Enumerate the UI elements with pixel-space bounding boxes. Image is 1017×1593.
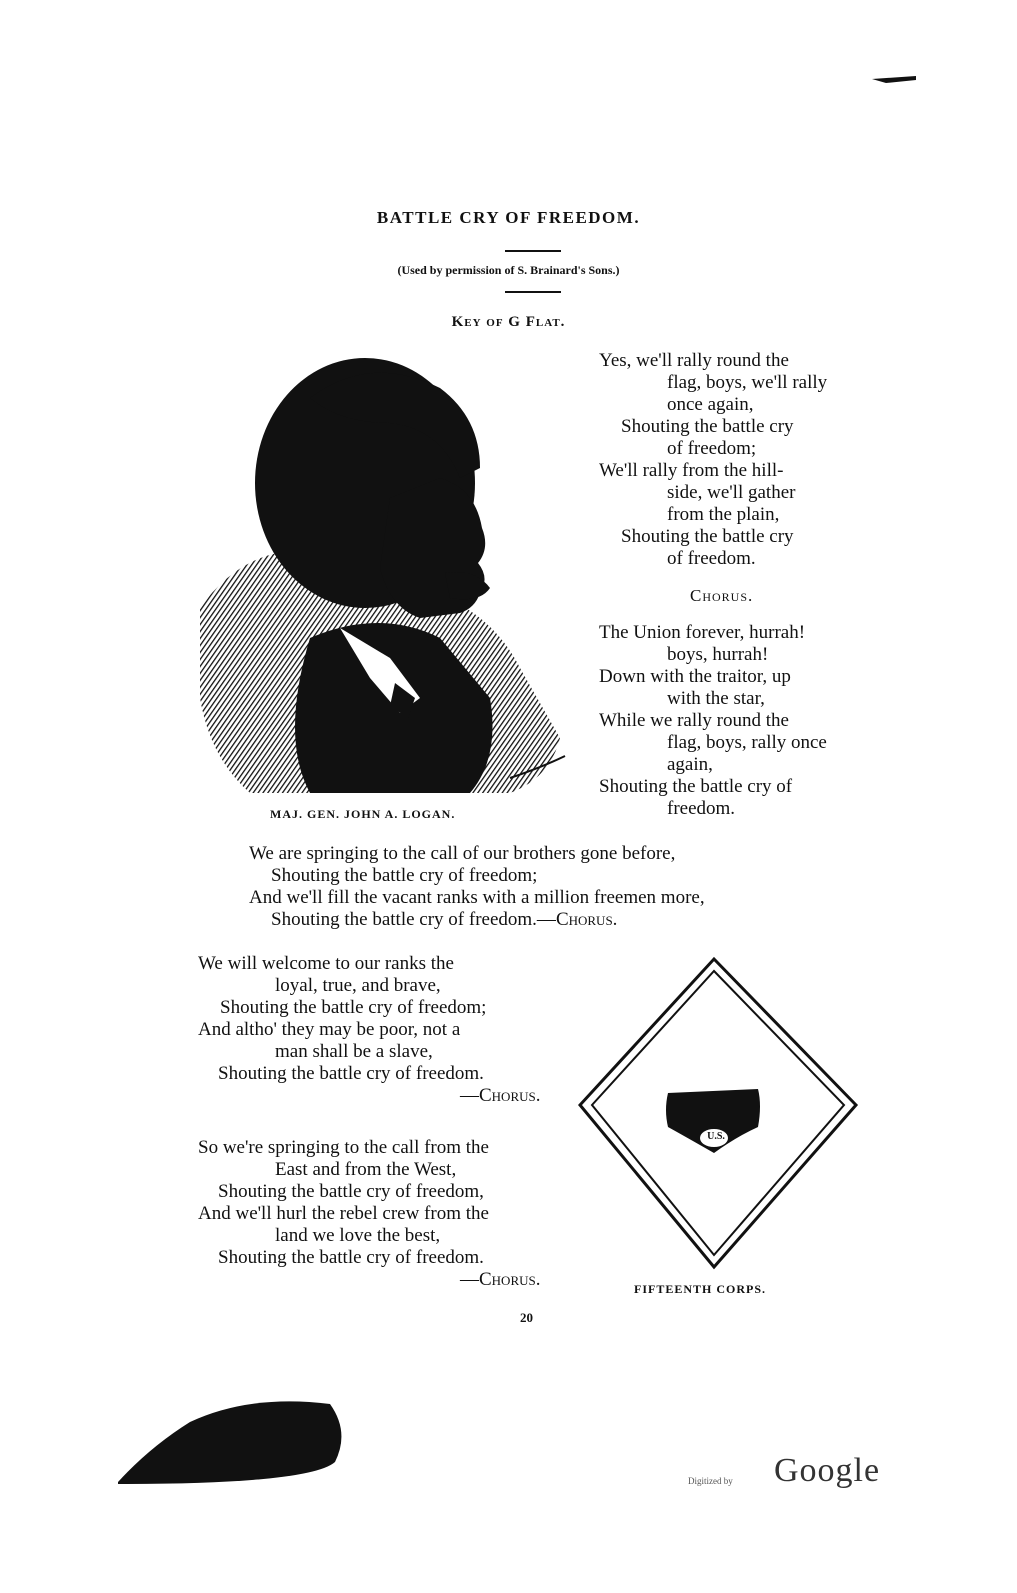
chorus-reference: —Chorus. xyxy=(460,1269,541,1290)
verse-line: flag, boys, we'll rally xyxy=(667,372,828,393)
chorus-reference: Chorus. xyxy=(555,909,618,930)
key-signature: Key of G Flat. xyxy=(451,314,566,330)
verse-line: We'll rally from the hill- xyxy=(599,460,784,481)
verse-line: East and from the West, xyxy=(275,1159,457,1180)
verse-line: And we'll fill the vacant ranks with a million freemen more, xyxy=(249,887,705,908)
verse-line: We will welcome to our ranks the xyxy=(198,953,454,974)
verse-line: again, xyxy=(667,754,713,775)
verse-line: Shouting the battle cry xyxy=(621,526,794,547)
verse-line: boys, hurrah! xyxy=(667,644,769,665)
verse-line: We are springing to the call of our brothers gone before, xyxy=(249,843,676,864)
watermark-prefix: Digitized by xyxy=(688,1476,733,1486)
verse-line: man shall be a slave, xyxy=(275,1041,433,1062)
verse-line: Yes, we'll rally round the xyxy=(599,350,789,371)
verse-line: of freedom; xyxy=(667,438,757,459)
chorus-reference: —Chorus. xyxy=(460,1085,541,1106)
verse-line: Shouting the battle cry of freedom; xyxy=(220,997,487,1018)
verse-line-text: Shouting the battle cry of freedom.— xyxy=(271,909,556,930)
thumb-shadow xyxy=(110,1392,350,1497)
verse-line: So we're springing to the call from the xyxy=(198,1137,489,1158)
watermark xyxy=(688,1452,920,1494)
portrait-caption: MAJ. GEN. JOHN A. LOGAN. xyxy=(270,807,456,821)
verse-line: with the star, xyxy=(667,688,765,709)
verse-line: side, we'll gather xyxy=(667,482,796,503)
permission-note: (Used by permission of S. Brainard's Sons.) xyxy=(397,263,620,277)
verse-line: loyal, true, and brave, xyxy=(275,975,441,996)
verse-line: of freedom. xyxy=(667,548,756,569)
stanza-4 xyxy=(198,1137,570,1291)
stanza-3 xyxy=(198,953,570,1107)
divider xyxy=(505,291,561,293)
verse-line: And altho' they may be poor, not a xyxy=(198,1019,461,1040)
chorus xyxy=(599,622,869,820)
verse-line: land we love the best, xyxy=(275,1225,441,1246)
corps-caption: FIFTEENTH CORPS. xyxy=(634,1282,767,1296)
verse-line: once again, xyxy=(667,394,754,415)
verse-line: Shouting the battle cry of freedom. xyxy=(218,1063,484,1084)
verse-line: Shouting the battle cry of freedom. xyxy=(218,1247,484,1268)
verse-line: Shouting the battle cry xyxy=(621,416,794,437)
verse-line: from the plain, xyxy=(667,504,780,525)
verse-line: While we rally round the xyxy=(599,710,789,731)
verse-line: freedom. xyxy=(667,798,736,819)
verse-line: Shouting the battle cry of freedom, xyxy=(218,1181,484,1202)
verse-line xyxy=(249,909,869,931)
scan-mark-top-right xyxy=(872,74,916,93)
verse-line: flag, boys, rally once xyxy=(667,732,827,753)
stanza-2 xyxy=(249,843,869,931)
verse-line: Down with the traitor, up xyxy=(599,666,791,687)
chorus-heading: Chorus. xyxy=(690,586,754,605)
stanza-1 xyxy=(599,350,869,570)
verse-line: The Union forever, hurrah! xyxy=(599,622,806,643)
watermark-logo: Google xyxy=(774,1452,881,1489)
portrait-engraving xyxy=(190,338,585,800)
page-title: BATTLE CRY OF FREEDOM. xyxy=(376,208,641,227)
verse-line: Shouting the battle cry of freedom; xyxy=(271,865,538,886)
page-number: 20 xyxy=(520,1310,533,1325)
corps-badge-diamond xyxy=(576,955,860,1273)
divider xyxy=(505,250,561,252)
verse-line: Shouting the battle cry of xyxy=(599,776,793,797)
badge-label: U.S. xyxy=(707,1131,725,1142)
verse-line: And we'll hurl the rebel crew from the xyxy=(198,1203,489,1224)
